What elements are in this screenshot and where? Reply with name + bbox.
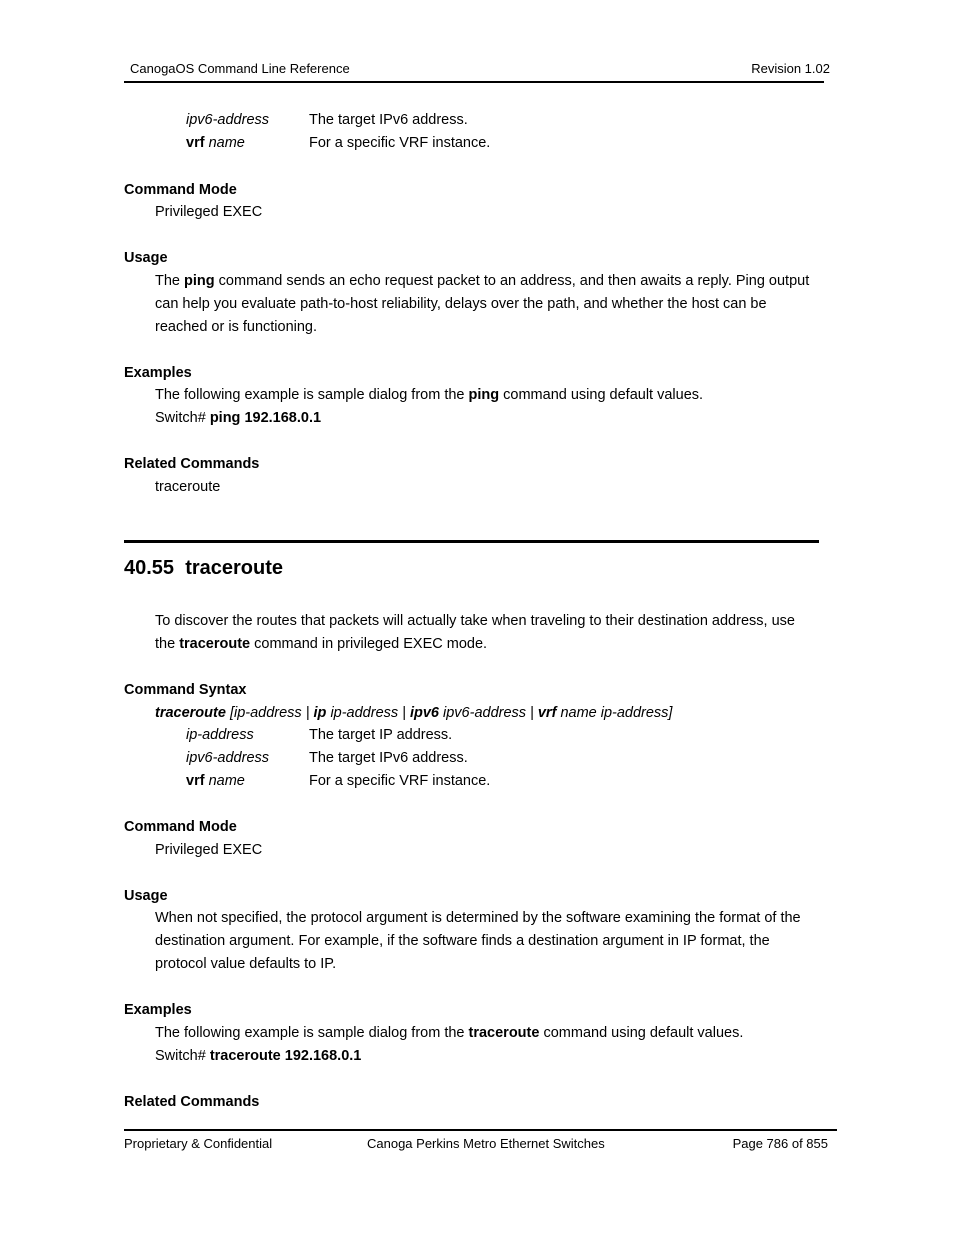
section-rule bbox=[124, 540, 819, 543]
header-revision: Revision 1.02 bbox=[751, 61, 830, 76]
param-desc: The target IPv6 address. bbox=[309, 750, 468, 766]
examples-text: The following example is sample dialog from the ping command using default values. bbox=[155, 387, 704, 403]
example-command: Switch# ping 192.168.0.1 bbox=[155, 410, 322, 426]
param-term: ip-address bbox=[186, 727, 254, 743]
related-command-link[interactable]: traceroute bbox=[155, 479, 221, 495]
param-desc: The target IPv6 address. bbox=[309, 112, 468, 128]
param-desc: The target IP address. bbox=[309, 727, 453, 743]
param-term: vrf name bbox=[186, 773, 245, 789]
usage-paragraph: When not specified, the protocol argument is determined by the software examining the format of the destination argument. For example, if the software finds a destination argument in IP format, the protocol value defaults to IP. bbox=[155, 910, 801, 972]
section-title: 40.55 traceroute bbox=[124, 557, 283, 579]
param-term: vrf name bbox=[186, 135, 245, 151]
param-desc: For a specific VRF instance. bbox=[309, 773, 491, 789]
heading-examples: Examples bbox=[124, 365, 192, 381]
intro-paragraph: To discover the routes that packets will actually take when traveling to their destination address, use the traceroute command in privileged EXEC mode. bbox=[155, 613, 795, 652]
usage-paragraph: The ping command sends an echo request packet to an address, and then awaits a reply. Ping output can help you evaluate path-to-host reliability, delays over the path, and whether the host can be reached or is functioning. bbox=[155, 273, 810, 335]
footer-left: Proprietary & Confidential bbox=[124, 1136, 273, 1151]
command-mode-text: Privileged EXEC bbox=[155, 842, 263, 858]
heading-examples: Examples bbox=[124, 1002, 192, 1018]
heading-command-mode: Command Mode bbox=[124, 819, 237, 835]
heading-related-commands: Related Commands bbox=[124, 1094, 260, 1110]
param-term: ipv6-address bbox=[186, 112, 270, 128]
param-term: ipv6-address bbox=[186, 750, 270, 766]
examples-text: The following example is sample dialog from the traceroute command using default values. bbox=[155, 1025, 744, 1041]
heading-command-mode: Command Mode bbox=[124, 182, 237, 198]
heading-usage: Usage bbox=[124, 250, 168, 266]
header-rule bbox=[124, 81, 824, 83]
header-title: CanogaOS Command Line Reference bbox=[130, 61, 350, 76]
heading-related-commands: Related Commands bbox=[124, 456, 260, 472]
footer-center: Canoga Perkins Metro Ethernet Switches bbox=[367, 1136, 605, 1151]
heading-command-syntax: Command Syntax bbox=[124, 682, 247, 698]
param-desc: For a specific VRF instance. bbox=[309, 135, 491, 151]
footer-rule bbox=[124, 1129, 837, 1131]
page-number: Page 786 of 855 bbox=[732, 1136, 828, 1151]
syntax-line: traceroute [ip-address | ip ip-address | ipv6 ipv6-address | vrf name ip-address] bbox=[155, 705, 673, 721]
command-mode-text: Privileged EXEC bbox=[155, 204, 263, 220]
heading-usage: Usage bbox=[124, 888, 168, 904]
example-command: Switch# traceroute 192.168.0.1 bbox=[155, 1048, 362, 1064]
